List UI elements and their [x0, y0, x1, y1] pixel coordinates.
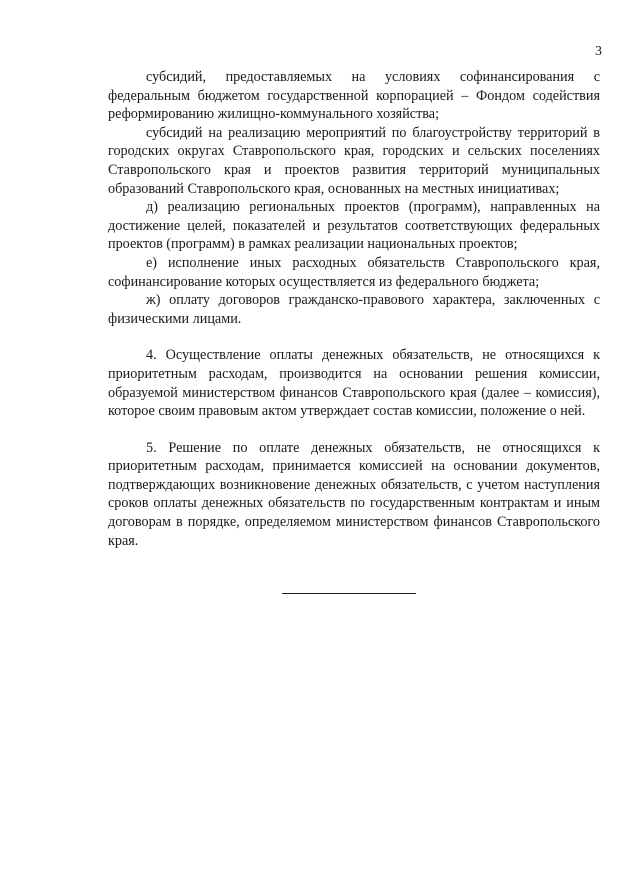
paragraph-gap [108, 421, 600, 439]
page-number: 3 [595, 44, 602, 59]
paragraph-item-zh: ж) оплату договоров гражданско-правового характера, заключенных с физическими лицами. [108, 292, 600, 327]
paragraph-gap [108, 328, 600, 346]
paragraph-item-e: е) исполнение иных расходных обязательств Ставропольского края, софинансирование которых осуществляется из федерального бюджета; [108, 254, 600, 290]
paragraph-item-d: д) реализацию региональных проектов (программ), направленных на достижение целей, показателей и результатов соответствующих федеральных проектов (программ) в рамках реализации национальных проектов; [108, 199, 600, 253]
paragraph-subsidies-improvement: субсидий на реализацию мероприятий по благоустройству территорий в городских округах Ставропольского края, городских и сельских поселениях Ставропольского края и проектов развития территорий муниципальных образований Ставропольского края, основанных на местных инициативах; [108, 124, 600, 197]
paragraph-subsidies-fund: субсидий, предоставляемых на условиях софинансирования с федеральным бюджетом государственной корпорацией – Фондом содействия реформированию жилищно-коммунального хозяйства; [108, 69, 600, 123]
paragraph-section-4: 4. Осуществление оплаты денежных обязательств, не относящихся к приоритетным расходам, производится на основании решения комиссии, образуемой министерством финансов Ставропольского края (далее – комиссия), которое своим правовым актом утверждает состав комиссии, положение о ней. [108, 347, 600, 420]
document-body [108, 68, 600, 550]
end-of-document-line [282, 593, 416, 594]
paragraph-section-5: 5. Решение по оплате денежных обязательств, не относящихся к приоритетным расходам, принимается комиссией на основании документов, подтверждающих возникновение денежных обязательств, с учетом наступления сроков оплаты денежных обязательств по государственным контрактам и иным договорам в порядке, определяемом министерством финансов Ставропольского края. [108, 439, 600, 549]
